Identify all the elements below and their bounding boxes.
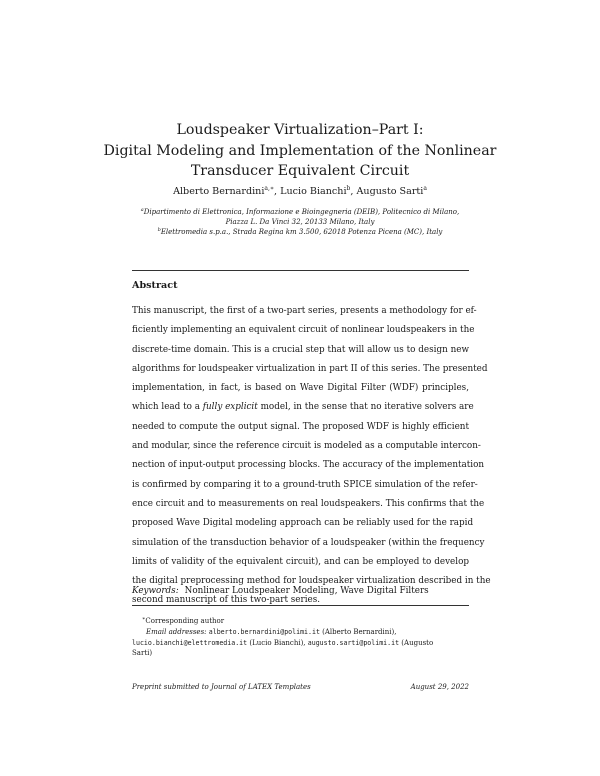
abstract-line: ficiently implementing an equivalent circuit of nonlinear loudspeakers in the: [132, 325, 475, 336]
affiliation-line: Piazza L. Da Vinci 32, 20133 Milano, Italy: [225, 218, 375, 226]
abstract-text: model, in the sense that no iterative solvers are: [257, 402, 474, 413]
email-line: [132, 627, 472, 638]
affiliations: [110, 207, 490, 237]
affil-text: Elettromedia s.p.a., Strada Regina km 3.500, 62018 Potenza Picena (MC), Italy: [160, 228, 443, 236]
abstract-emphasis: fully explicit: [202, 402, 258, 413]
email-link[interactable]: alberto.bernardini@polimi.it: [208, 627, 320, 636]
footer-journal: Preprint submitted to Journal of LATEX Templates: [132, 683, 311, 691]
abstract-heading: Abstract: [132, 280, 178, 291]
author-affil-mark: a: [423, 185, 427, 192]
footnote-rule: [132, 605, 469, 606]
abstract-line: needed to compute the output signal. The proposed WDF is highly efficient: [132, 421, 469, 432]
author-affil-mark: b: [346, 185, 351, 192]
abstract-body: [132, 302, 491, 611]
author-list: Alberto Bernardini$^{a,∗}$, Lucio Bianchi$^b$, Augusto Sarti$^a$: [173, 185, 427, 197]
footer-date: August 29, 2022: [410, 683, 469, 691]
email-owner: (Lucio Bianchi),: [247, 638, 308, 647]
abstract-line: This manuscript, the first of a two-part series, presents a methodology for ef-: [132, 306, 477, 316]
abstract-line: simulation of the transduction behavior of a loudspeaker (within the frequency: [132, 537, 485, 548]
abstract-line: implementation, in fact, is based on Wave Digital Filter (WDF) principles,: [132, 383, 469, 394]
abstract-line: the digital preprocessing method for loudspeaker virtualization described in the: [132, 576, 491, 587]
abstract-line: proposed Wave Digital modeling approach can be reliably used for the rapid: [132, 518, 474, 529]
keywords-text: Nonlinear Loudspeaker Modeling, Wave Digital Filters: [184, 586, 429, 596]
abstract-line: algorithms for loudspeaker virtualization in part II of this series. The presented: [132, 363, 488, 374]
title-line: Digital Modeling and Implementation of the Nonlinear: [103, 142, 497, 159]
title-line: Loudspeaker Virtualization–Part I:: [176, 122, 424, 138]
abstract-line: is confirmed by comparing it to a ground-truth SPICE simulation of the refer-: [132, 479, 478, 490]
footnote-mark: ∗: [142, 616, 146, 622]
abstract-line: ence circuit and to measurements on real loudspeakers. This confirms that the: [132, 498, 485, 509]
email-owner: (Augusto: [399, 638, 434, 647]
title-line: Transducer Equivalent Circuit: [190, 163, 410, 179]
abstract-line: [132, 398, 474, 417]
author-name: Augusto Sarti: [356, 186, 424, 197]
abstract-line: discrete-time domain. This is a crucial step that will allow us to design new: [132, 344, 469, 355]
email-line: [132, 638, 472, 649]
affil-text: Dipartimento di Elettronica, Informazione e Bioingegneria (DEIB), Politecnico di Milano,: [143, 208, 460, 216]
affil-mark: b: [157, 227, 161, 233]
paper-title: [100, 120, 500, 182]
abstract-line: and modular, since the reference circuit is modeled as a computable intercon-: [132, 441, 481, 452]
email-line: Sarti): [132, 649, 153, 658]
abstract-line: second manuscript of this two-part series.: [132, 595, 321, 606]
abstract-text: which lead to a: [132, 402, 203, 413]
abstract-top-rule: [132, 270, 469, 271]
footnote-text: Corresponding author: [145, 617, 225, 625]
email-label: Email addresses:: [146, 627, 207, 636]
email-owner: (Alberto Bernardini),: [319, 627, 397, 636]
corresponding-author-note: [132, 616, 472, 627]
keywords-label: Keywords:: [132, 586, 179, 596]
affil-mark: a: [140, 207, 144, 213]
affiliation-line: [110, 207, 490, 217]
abstract-line: limits of validity of the equivalent circuit), and can be employed to develop: [132, 556, 469, 567]
keywords: [132, 586, 429, 596]
author-name: Alberto Bernardini: [173, 186, 265, 197]
affiliation-line: [110, 227, 490, 237]
email-link[interactable]: lucio.bianchi@elettromedia.it: [132, 638, 248, 647]
abstract-line: nection of input-output processing blocks. The accuracy of the implementation: [132, 460, 485, 471]
email-link[interactable]: augusto.sarti@polimi.it: [307, 638, 400, 647]
author-affil-mark: a,∗: [264, 185, 274, 192]
author-name: Lucio Bianchi: [280, 186, 347, 197]
footnotes: [132, 616, 472, 659]
